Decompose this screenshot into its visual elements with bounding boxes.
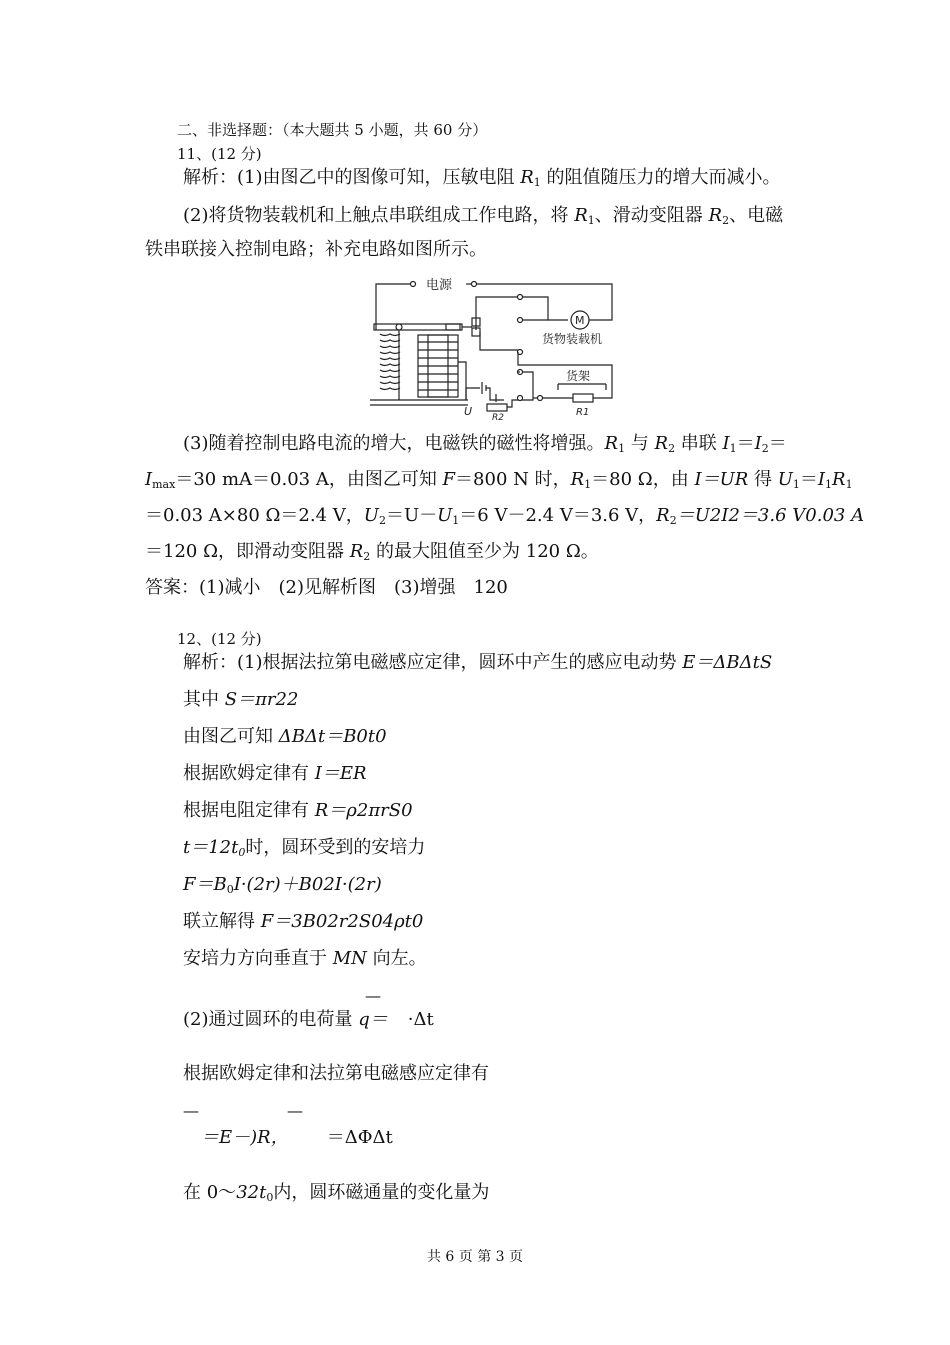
q11-answer: 答案：(1)减小 (2)见解析图 (3)增强 120 [145, 577, 508, 598]
loader-label: 货物装载机 [542, 332, 603, 346]
r1-label: R1 [576, 407, 590, 418]
q11-line1: 解析：(1)由图乙中的图像可知，压敏电阻 $R_1$ 的阻值随压力的增大而减小。 [183, 167, 781, 189]
q11-number: 11、(12 分) [177, 145, 262, 163]
q12-line6: $t=12t_0$时，圆环受到的安培力 [183, 837, 426, 859]
q11-line5: $I_{max}=30$ mA＝0.03 A，由图乙可知 F＝800 N 时，$R_1=80$ Ω，由 I＝UR 得 $U_1=I_1R_1$ [145, 469, 853, 491]
overbar-q: — [365, 986, 381, 1005]
u-label: U [464, 405, 473, 418]
q12-number: 12、(12 分) [177, 630, 262, 648]
overbar-i: — [183, 1101, 199, 1120]
shelf-label: 货架 [566, 369, 591, 383]
q12-line8: 联立解得 F＝3B02r2S04ρt0 [183, 911, 424, 932]
q11-line2: (2)将货物装载机和上触点串联组成工作电路，将 $R_1$、滑动变阻器 $R_2$、电磁 [183, 205, 784, 227]
motor-label: M [575, 314, 585, 327]
q12-line4: 根据欧姆定律有 I＝ER [183, 763, 367, 784]
q12-line5: 根据电阻定律有 R＝ρ2πrS0 [183, 800, 413, 821]
page-footer: 共 6 页 第 3 页 [426, 1249, 524, 1265]
q11-line7: ＝120 Ω，即滑动变阻器 $R_2$ 的最大阻值至少为 120 Ω。 [145, 541, 599, 563]
q12-line9: 安培力方向垂直于 MN 向左。 [183, 948, 427, 969]
q12-line13: 在 $0\sim 32t_0$内，圆环磁通量的变化量为 [183, 1182, 490, 1204]
q12-line11: 根据欧姆定律和法拉第电磁感应定律有 [183, 1063, 489, 1084]
q11-line3: 铁串联接入控制电路；补充电路如图所示。 [145, 239, 487, 260]
circuit-diagram [368, 270, 626, 420]
q12-line7: $F=B_0I\cdot(2r)+B02I\cdot(2r)$ [183, 874, 382, 896]
q12-line3: 由图乙可知 ΔBΔt＝B0t0 [183, 726, 387, 747]
q12-line12: ＝E－)R， ＝ΔΦΔt [201, 1127, 393, 1148]
section-header: 二、非选择题：（本大题共 5 小题，共 60 分） [177, 121, 488, 139]
q11-line4: (3)随着控制电路电流的增大，电磁铁的磁性将增强。$R_1$ 与 $R_2$ 串联 $I_1=I_2=$ [183, 433, 787, 455]
power-label: 电源 [426, 278, 453, 293]
r2-label: R2 [492, 413, 504, 420]
q12-line1: 解析：(1)根据法拉第电磁感应定律，圆环中产生的感应电动势 E＝ΔBΔtS [183, 652, 773, 673]
q11-line6: ＝0.03 A×80 Ω＝2.4 V，$U_2=U-U_1=6$ V－2.4 V＝3.6 V，$R_2=U2I2=3.6$ V0.03 A [145, 505, 865, 527]
overbar-e: — [287, 1101, 303, 1120]
q12-line10: (2)通过圆环的电荷量 q＝ ·Δt [183, 1009, 434, 1030]
q12-line2: 其中 S＝πr22 [183, 689, 299, 710]
